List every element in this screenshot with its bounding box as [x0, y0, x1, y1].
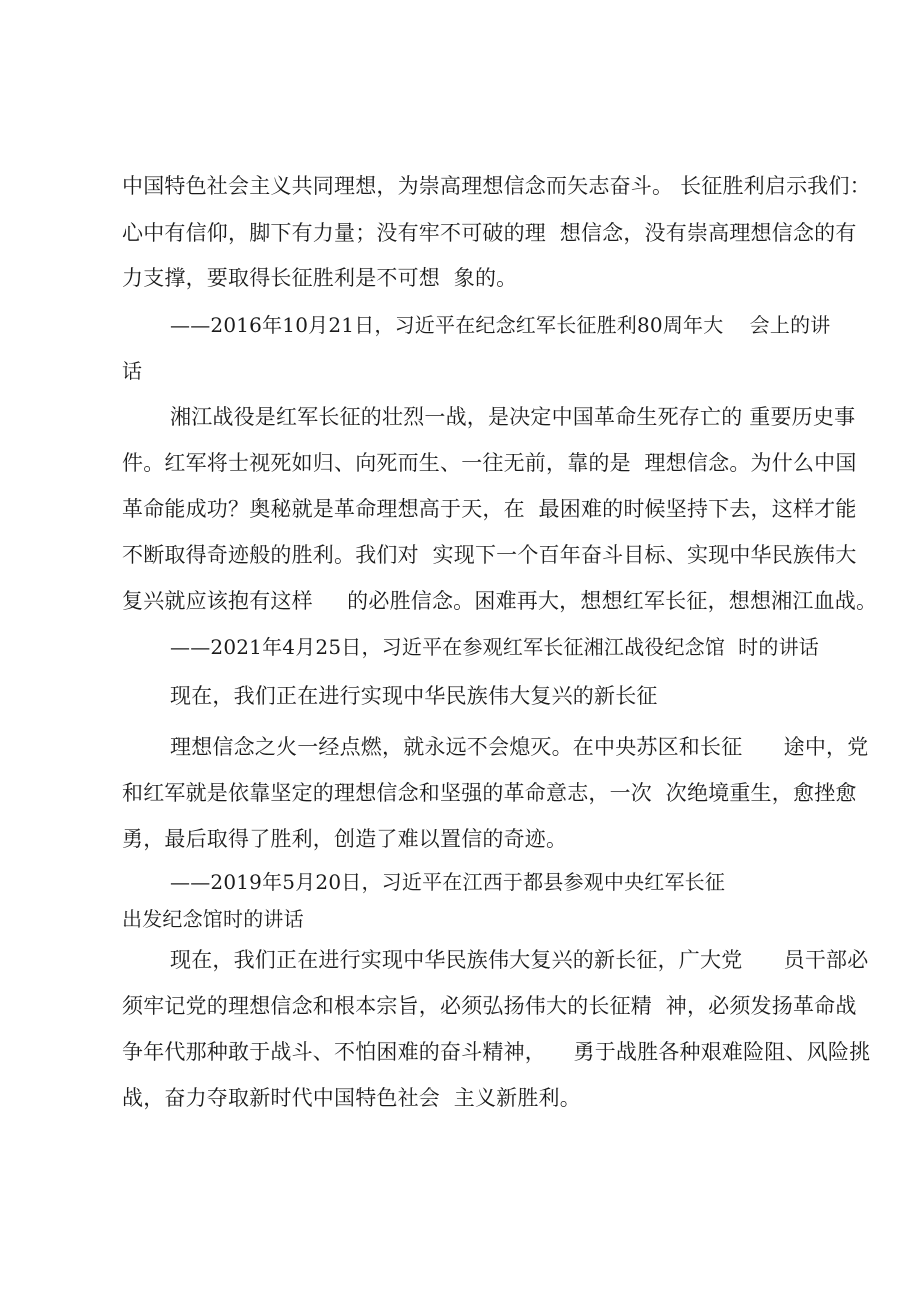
para1-line-3: 力支撑，要取得长征胜利是不可想 象的。 — [122, 266, 518, 290]
para2-line-5: 复兴就应该抱有这样 的必胜信念。困难再大，想想红军长征，想想湘江血战。 — [122, 589, 878, 613]
source2-line-1: ——2021年4月25日，习近平在参观红军长征湘江战役纪念馆 时的讲话 — [170, 635, 819, 659]
para2-line-2: 件。红军将士视死如归、向死而生、一往无前，靠的是 理想信念。为什么中国 — [122, 451, 857, 475]
para3-line-1: 理想信念之火一经点燃，就永远不会熄灭。在中央苏区和长征 途中，党 — [170, 735, 869, 759]
para4-line-3: 争年代那种敢于战斗、不怕困难的奋斗精神， 勇于战胜各种艰难险阻、风险挑 — [122, 1040, 871, 1064]
source3-line-1: ——2019年5月20日，习近平在江西于都县参观中央红军长征 — [170, 870, 726, 894]
para2-line-3: 革命能成功？奥秘就是革命理想高于天，在 最困难的时候坚持下去，这样才能 — [122, 497, 857, 521]
section-heading: 现在，我们正在进行实现中华民族伟大复兴的新长征 — [170, 684, 658, 708]
para3-line-2: 和红军就是依靠坚定的理想信念和坚强的革命意志，一次 次绝境重生，愈挫愈 — [122, 781, 857, 805]
source3-line-2: 出发纪念馆时的讲话 — [122, 907, 304, 931]
para3-line-3: 勇，最后取得了胜利，创造了难以置信的奇迹。 — [122, 827, 568, 851]
para1-line-2: 心中有信仰，脚下有力量；没有牢不可破的理 想信念，没有崇高理想信念的有 — [122, 221, 857, 245]
para2-line-4: 不断取得奇迹般的胜利。我们对 实现下一个百年奋斗目标、实现中华民族伟大 — [122, 543, 857, 567]
para1-line-1: 中国特色社会主义共同理想，为崇高理想信念而矢志奋斗。 长征胜利启示我们： — [122, 174, 871, 198]
para2-line-1: 湘江战役是红军长征的壮烈一战，是决定中国革命生死存亡的 重要历史事 — [170, 405, 856, 429]
para4-line-2: 须牢记党的理想信念和根本宗旨，必须弘扬伟大的长征精 神，必须发扬革命战 — [122, 994, 857, 1018]
source1-line-1: ——2016年10月21日，习近平在纪念红军长征胜利80周年大 会上的讲 — [170, 313, 831, 337]
para4-line-1: 现在，我们正在进行实现中华民族伟大复兴的新长征，广大党 员干部必 — [170, 948, 869, 972]
para4-line-4: 战，奋力夺取新时代中国特色社会 主义新胜利。 — [122, 1086, 581, 1110]
source1-line-2: 话 — [122, 359, 143, 383]
